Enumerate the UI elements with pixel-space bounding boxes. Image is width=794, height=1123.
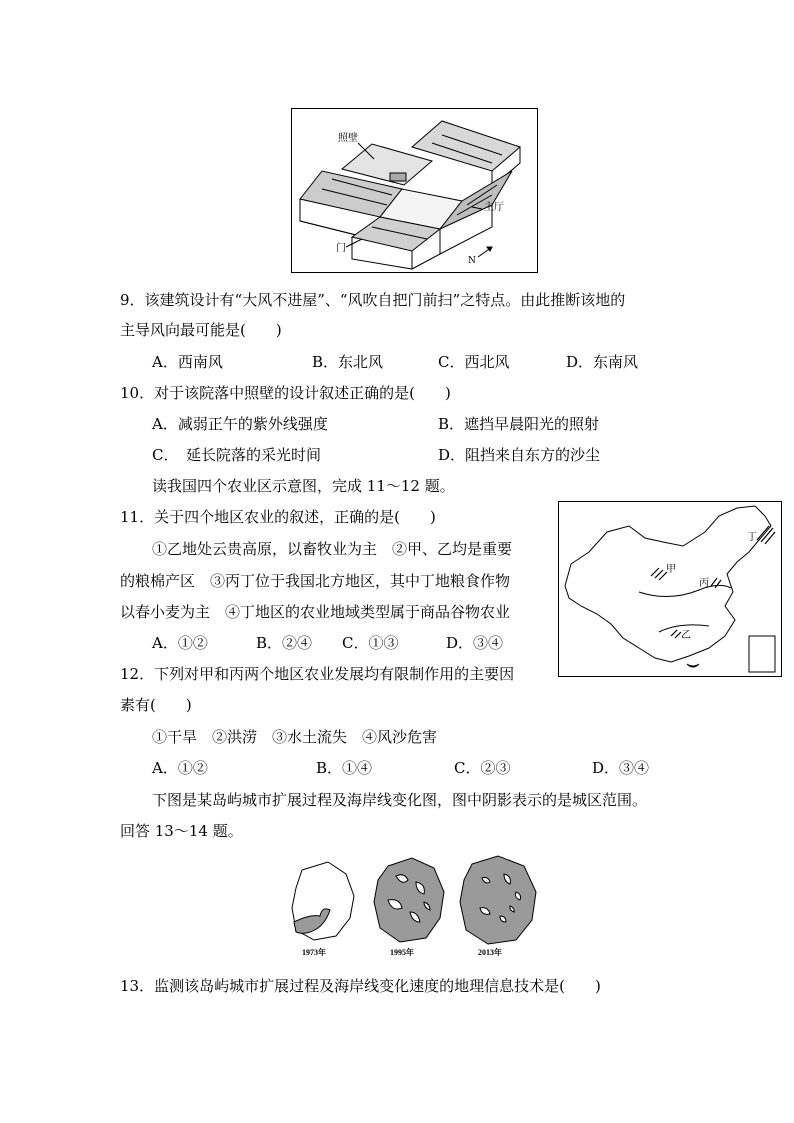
q11-option-a: A．①② — [152, 634, 208, 652]
bing-label: 丙 — [699, 578, 709, 589]
year-2013-label: 2013年 — [478, 948, 502, 957]
q12-option-b: B．①④ — [316, 759, 373, 777]
q12-factors: ①干旱 ②洪涝 ③水土流失 ④风沙危害 — [152, 728, 438, 746]
q12-option-c: C．②③ — [454, 759, 511, 777]
yi-label: 乙 — [681, 630, 691, 641]
q12-stem-line1: 12．下列对甲和丙两个地区农业发展均有限制作用的主要因 — [120, 665, 515, 683]
q9-option-d: D．东南风 — [566, 353, 639, 371]
zhuting-label: 主厅 — [484, 202, 504, 213]
north-label: N — [468, 256, 476, 266]
q12-option-a: A．①② — [152, 759, 208, 777]
men-label: 门 — [336, 243, 346, 254]
q10-option-d: D．阻挡来自东方的沙尘 — [438, 446, 601, 464]
q9-option-b: B．东北风 — [312, 353, 384, 371]
zhaobi-label: 照壁 — [338, 133, 358, 144]
courtyard-drawing — [292, 109, 537, 272]
q11-body-line1: ①乙地处云贵高原，以畜牧业为主 ②甲、乙均是重要 — [152, 540, 513, 558]
q12-stem-line2: 素有( ) — [120, 696, 192, 714]
intro-13-14-line1: 下图是某岛屿城市扩展过程及海岸线变化图，图中阴影表示的是城区范围。 — [152, 791, 648, 809]
q10-option-a: A．减弱正午的紫外线强度 — [152, 415, 328, 433]
island-expansion-drawing — [284, 852, 556, 948]
intro-11-12: 读我国四个农业区示意图，完成 11～12 题。 — [152, 477, 455, 495]
q9-option-c: C．西北风 — [438, 353, 510, 371]
q11-body-line2: 的粮棉产区 ③丙丁位于我国北方地区，其中丁地粮食作物 — [120, 572, 511, 590]
q9-stem-line1: 9．该建筑设计有“大风不进屋”、“风吹自把门前扫”之特点。由此推断该地的 — [120, 291, 626, 309]
q13-stem: 13．监测该岛屿城市扩展过程及海岸线变化速度的地理信息技术是( ) — [120, 977, 601, 995]
intro-13-14-line2: 回答 13～14 题。 — [120, 822, 243, 840]
year-1973-label: 1973年 — [302, 948, 326, 957]
q12-option-d: D．③④ — [592, 759, 650, 777]
q9-stem-line2: 主导风向最可能是( ) — [120, 321, 282, 339]
q11-option-d: D．③④ — [446, 634, 504, 652]
jia-label: 甲 — [666, 564, 676, 575]
china-map-figure — [558, 501, 782, 677]
q11-stem: 11．关于四个地区农业的叙述，正确的是( ) — [120, 508, 436, 526]
island-expansion-figure — [284, 852, 556, 962]
q9-option-a: A．西南风 — [152, 353, 223, 371]
ding-label: 丁 — [747, 532, 757, 543]
q10-stem: 10．对于该院落中照壁的设计叙述正确的是( ) — [120, 384, 451, 402]
q10-option-c: C． 延长院落的采光时间 — [152, 446, 321, 464]
q11-body-line3: 以春小麦为主 ④丁地区的农业地域类型属于商品谷物农业 — [120, 603, 511, 621]
courtyard-figure — [291, 108, 538, 273]
q10-option-b: B．遮挡早晨阳光的照射 — [438, 415, 600, 433]
china-map-drawing — [559, 502, 781, 676]
q11-option-c: C．①③ — [342, 634, 399, 652]
q11-option-b: B．②④ — [256, 634, 313, 652]
year-1995-label: 1995年 — [390, 948, 414, 957]
